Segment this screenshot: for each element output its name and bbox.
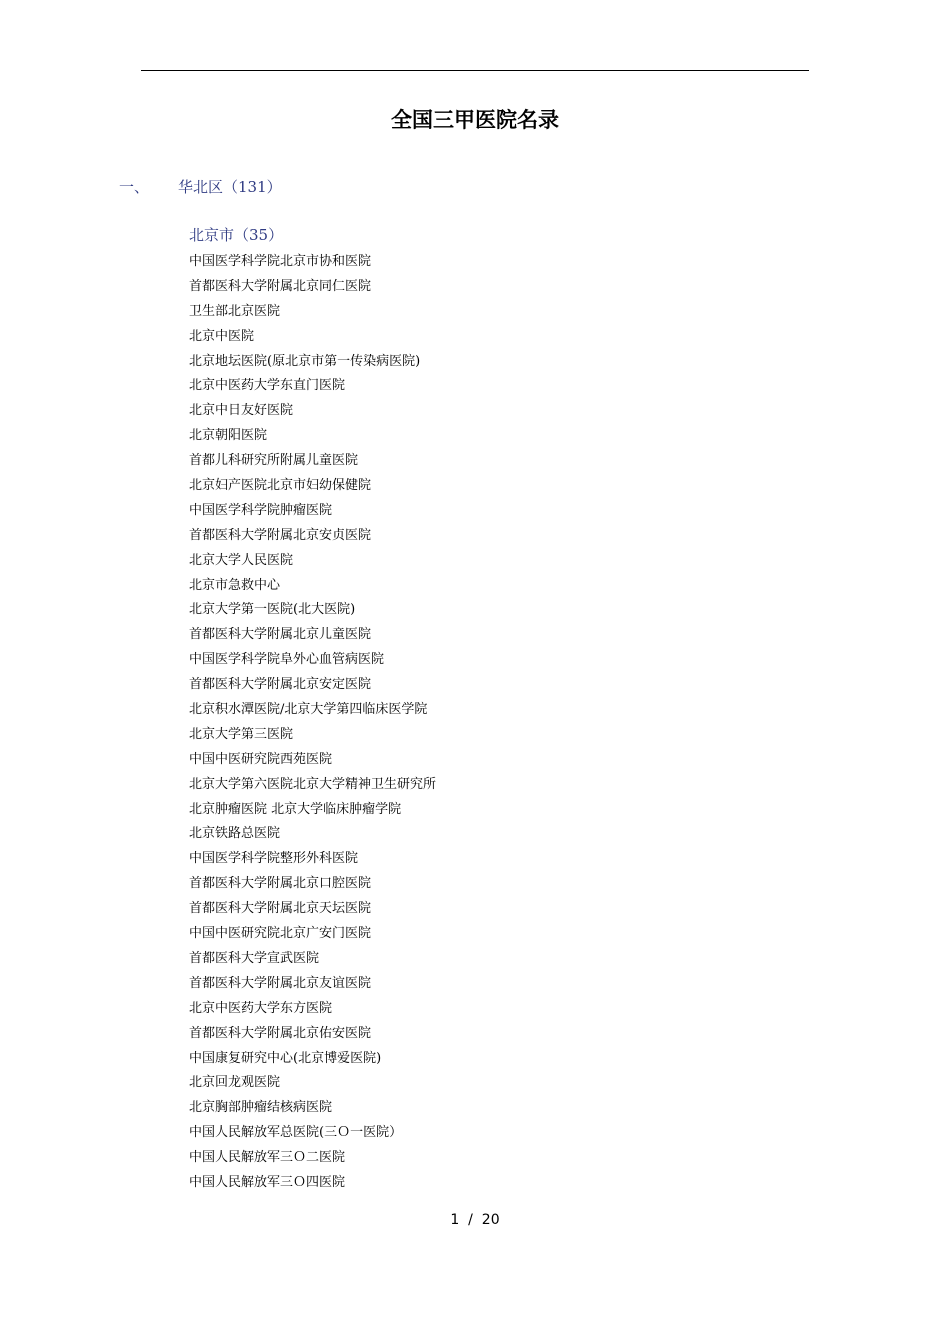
list-item: 北京胸部肿瘤结核病医院 xyxy=(189,1100,333,1116)
list-item: 首都医科大学附属北京友谊医院 xyxy=(189,975,372,991)
list-item: 中国人民解放军三Ｏ四医院 xyxy=(189,1174,346,1190)
list-item: 北京中医药大学东方医院 xyxy=(189,1000,333,1016)
list-item: 北京中医药大学东直门医院 xyxy=(189,378,346,394)
list-item: 北京大学人民医院 xyxy=(189,552,294,568)
list-item: 首都医科大学宣武医院 xyxy=(189,950,320,966)
list-item: 中国中医研究院北京广安门医院 xyxy=(189,926,372,942)
list-item: 中国医学科学院肿瘤医院 xyxy=(189,502,333,518)
document-title: 全国三甲医院名录 xyxy=(391,108,559,132)
list-item: 北京朝阳医院 xyxy=(189,428,268,444)
list-item: 北京肿瘤医院 北京大学临床肿瘤学院 xyxy=(189,801,402,817)
region-heading xyxy=(119,176,282,198)
region-number: 一、 xyxy=(119,178,150,196)
list-item: 首都医科大学附属北京安定医院 xyxy=(189,677,372,693)
list-item: 中国康复研究中心(北京博爱医院) xyxy=(189,1050,382,1066)
list-item: 首都医科大学附属北京儿童医院 xyxy=(189,627,372,643)
list-item: 首都医科大学附属北京安贞医院 xyxy=(189,527,372,543)
list-item: 中国医学科学院整形外科医院 xyxy=(189,851,359,867)
list-item: 首都医科大学附属北京口腔医院 xyxy=(189,876,372,892)
list-item: 中国医学科学院阜外心血管病医院 xyxy=(189,652,385,668)
header-rule xyxy=(141,70,809,71)
region-label: 华北区（131） xyxy=(178,178,282,196)
list-item: 首都医科大学附属北京佑安医院 xyxy=(189,1025,372,1041)
list-item: 北京大学第三医院 xyxy=(189,726,294,742)
list-item: 北京回龙观医院 xyxy=(189,1075,281,1091)
list-item: 首都医科大学附属北京天坛医院 xyxy=(189,901,372,917)
list-item: 卫生部北京医院 xyxy=(189,303,281,319)
list-item: 中国人民解放军总医院(三Ｏ一医院） xyxy=(189,1125,403,1141)
list-item: 中国人民解放军三Ｏ二医院 xyxy=(189,1150,346,1166)
city-heading: 北京市（35） xyxy=(189,226,284,244)
list-item: 北京积水潭医院/北京大学第四临床医学院 xyxy=(189,702,428,718)
list-item: 中国中医研究院西苑医院 xyxy=(189,751,333,767)
list-item: 北京铁路总医院 xyxy=(189,826,281,842)
hospital-list xyxy=(189,250,436,1196)
list-item: 北京中日友好医院 xyxy=(189,403,294,419)
list-item: 北京大学第一医院(北大医院) xyxy=(189,602,356,618)
list-item: 首都儿科研究所附属儿童医院 xyxy=(189,453,359,469)
list-item: 北京中医院 xyxy=(189,328,255,344)
list-item: 北京市急救中心 xyxy=(189,577,281,593)
list-item: 北京大学第六医院北京大学精神卫生研究所 xyxy=(189,776,437,792)
list-item: 中国医学科学院北京市协和医院 xyxy=(189,254,372,269)
page-number: 1 / 20 xyxy=(450,1212,500,1228)
list-item: 首都医科大学附属北京同仁医院 xyxy=(189,278,372,294)
list-item: 北京地坛医院(原北京市第一传染病医院) xyxy=(189,353,421,369)
list-item: 北京妇产医院北京市妇幼保健院 xyxy=(189,478,372,494)
